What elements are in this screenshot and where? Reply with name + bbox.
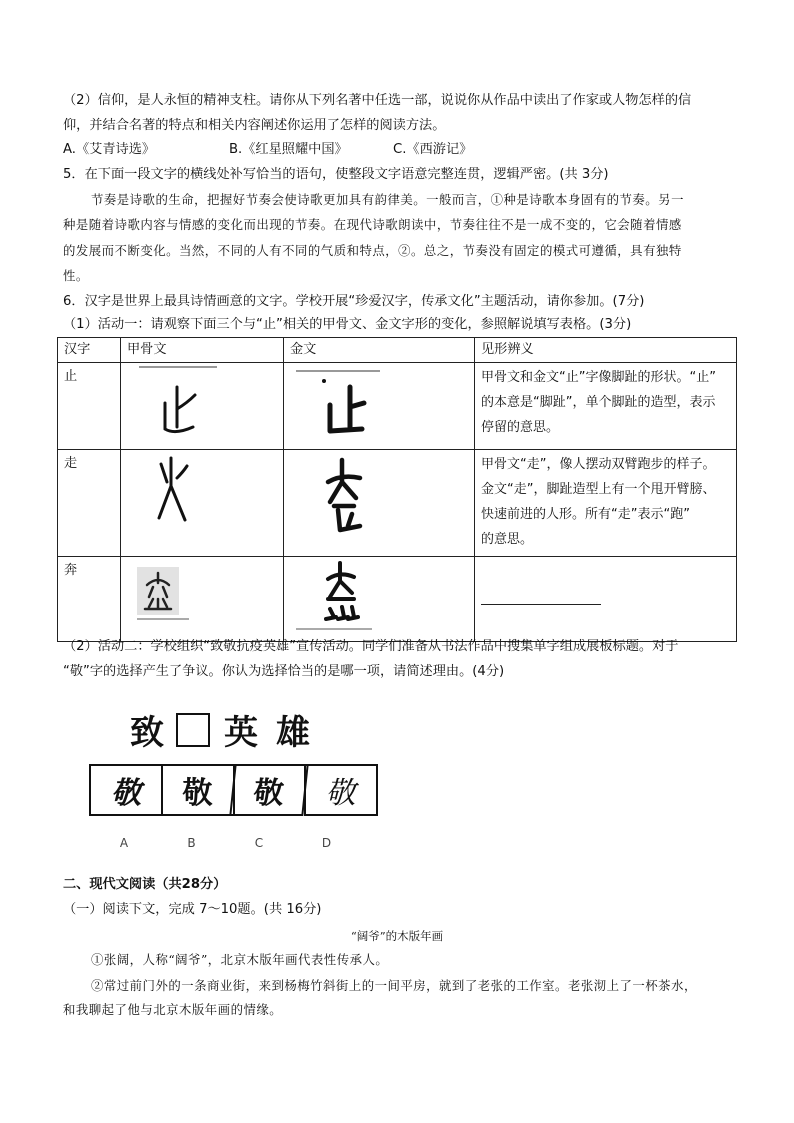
- article-p1: ①张阔，人称“阔爷”，北京木版年画代表性传承人。: [91, 952, 389, 967]
- choice-letter: D: [321, 836, 332, 850]
- option-b: B.《红星照耀中国》: [229, 142, 348, 157]
- option-a: A.《艾青诗选》: [63, 142, 156, 157]
- choice-c[interactable]: 敬: [229, 764, 308, 816]
- q5-passage-line2: 种是随着诗歌内容与情感的变化而出现的节奏。在现代诗歌朗读中，节奏往往不是一成不变的，它会随着情感: [63, 217, 682, 232]
- section-heading: 二、现代文阅读（共28分）: [63, 877, 227, 892]
- choice-letters: [89, 836, 359, 850]
- q6-activity2-line2: “敬”字的选择产生了争议。你认为选择恰当的是哪一项，请简述理由。(4分): [63, 664, 505, 679]
- meaning-zou: [475, 450, 737, 557]
- q5-passage-line4: 性。: [63, 268, 89, 283]
- meaning-zou-line: 快速前进的人形。所有“走”表示“跑”: [481, 507, 690, 522]
- table-row: [58, 450, 737, 557]
- meaning-zou-line: 甲骨文“走”，像人摆动双臂跑步的样子。: [481, 457, 716, 472]
- banner-char: 致: [130, 713, 182, 753]
- q6-activity1: （1）活动一：请观察下面三个与“止”相关的甲骨文、金文字形的变化，参照解说填写表格。(3分): [63, 317, 632, 332]
- article-p2-line1: ②常过前门外的一条商业街，来到杨梅竹斜街上的一间平房，就到了老张的工作室。老张沏上了一杯茶水，: [91, 978, 697, 993]
- choice-letter: B: [187, 836, 196, 850]
- oracle-zhi-glyph: [121, 363, 284, 450]
- oracle-ben-glyph: [121, 557, 284, 642]
- banner-char: 雄: [276, 713, 328, 753]
- row-char-zou: 走: [58, 450, 121, 557]
- meaning-zhi-line: 的本意是“脚趾”，单个脚趾的造型，表示: [481, 395, 716, 410]
- q4-2-line1: （2）信仰，是人永恒的精神支柱。请你从下列名著中任选一部，说说你从作品中读出了作家或人物怎样的信: [63, 93, 692, 108]
- q4-2-options: [63, 140, 472, 160]
- option-c: C.《西游记》: [393, 142, 473, 157]
- section-sub: （一）阅读下文，完成 7～10题。(共 16分): [63, 902, 322, 917]
- q4-2-line2: 仰，并结合名著的特点和相关内容阐述你运用了怎样的阅读方法。: [63, 118, 446, 133]
- q5-passage-line1: 节奏是诗歌的生命，把握好节奏会使诗歌更加具有韵律美。一般而言，①种是诗歌本身固有的节奏。另一: [91, 192, 684, 207]
- glyph-table: [57, 337, 737, 642]
- blank-box: [176, 713, 210, 747]
- banner-char: 英: [224, 713, 276, 753]
- choice-a[interactable]: 敬: [89, 764, 163, 816]
- row-char-zhi: 止: [58, 363, 121, 450]
- banner-title: [130, 705, 328, 754]
- table-header-row: [58, 338, 737, 363]
- header-meaning: 见形辨义: [475, 338, 737, 363]
- meaning-ben-answer-cell: [475, 557, 737, 642]
- choice-b[interactable]: 敬: [161, 764, 235, 816]
- row-char-ben: 奔: [58, 557, 121, 642]
- oracle-zou-glyph: [121, 450, 284, 557]
- bronze-zhi-glyph: [284, 363, 475, 450]
- answer-blank-line[interactable]: [481, 603, 601, 605]
- choice-letter: A: [119, 836, 129, 850]
- calligraphy-choices: [89, 764, 375, 816]
- bronze-zou-glyph: [284, 450, 475, 557]
- table-row: [58, 363, 737, 450]
- q5-stem: 5．在下面一段文字的横线处补写恰当的语句，使整段文字语意完整连贯，逻辑严密。(共 3分): [63, 167, 609, 182]
- article-title: “阔爷”的木版年画: [350, 929, 444, 943]
- header-hanzi: 汉字: [58, 338, 121, 363]
- meaning-zhi: [475, 363, 737, 450]
- q5-passage-line3: 的发展而不断变化。当然，不同的人有不同的气质和特点，②。总之，节奏没有固定的模式可遵循，具有独特: [63, 243, 682, 258]
- table-row: [58, 557, 737, 642]
- choice-letter: C: [254, 836, 264, 850]
- q6-activity2-line1: （2）活动二：学校组织“致敬抗疫英雄”宣传活动。同学们准备从书法作品中搜集单字组成展板标题。对于: [63, 639, 679, 654]
- header-bronze: 金文: [284, 338, 475, 363]
- meaning-zhi-line: 甲骨文和金文“止”字像脚趾的形状。“止”: [481, 370, 716, 385]
- header-oracle: 甲骨文: [121, 338, 284, 363]
- q6-stem: 6．汉字是世界上最具诗情画意的文字。学校开展“珍爱汉字，传承文化”主题活动，请你参加。(7分): [63, 294, 645, 309]
- meaning-zhi-line: 停留的意思。: [481, 420, 560, 435]
- bronze-ben-glyph: [284, 557, 475, 642]
- choice-d[interactable]: 敬: [304, 764, 378, 816]
- meaning-zou-line: 的意思。: [481, 532, 534, 547]
- meaning-zou-line: 金文“走”，脚趾造型上有一个甩开臂膀、: [481, 482, 716, 497]
- article-p2-line2: 和我聊起了他与北京木版年画的情缘。: [63, 1002, 283, 1017]
